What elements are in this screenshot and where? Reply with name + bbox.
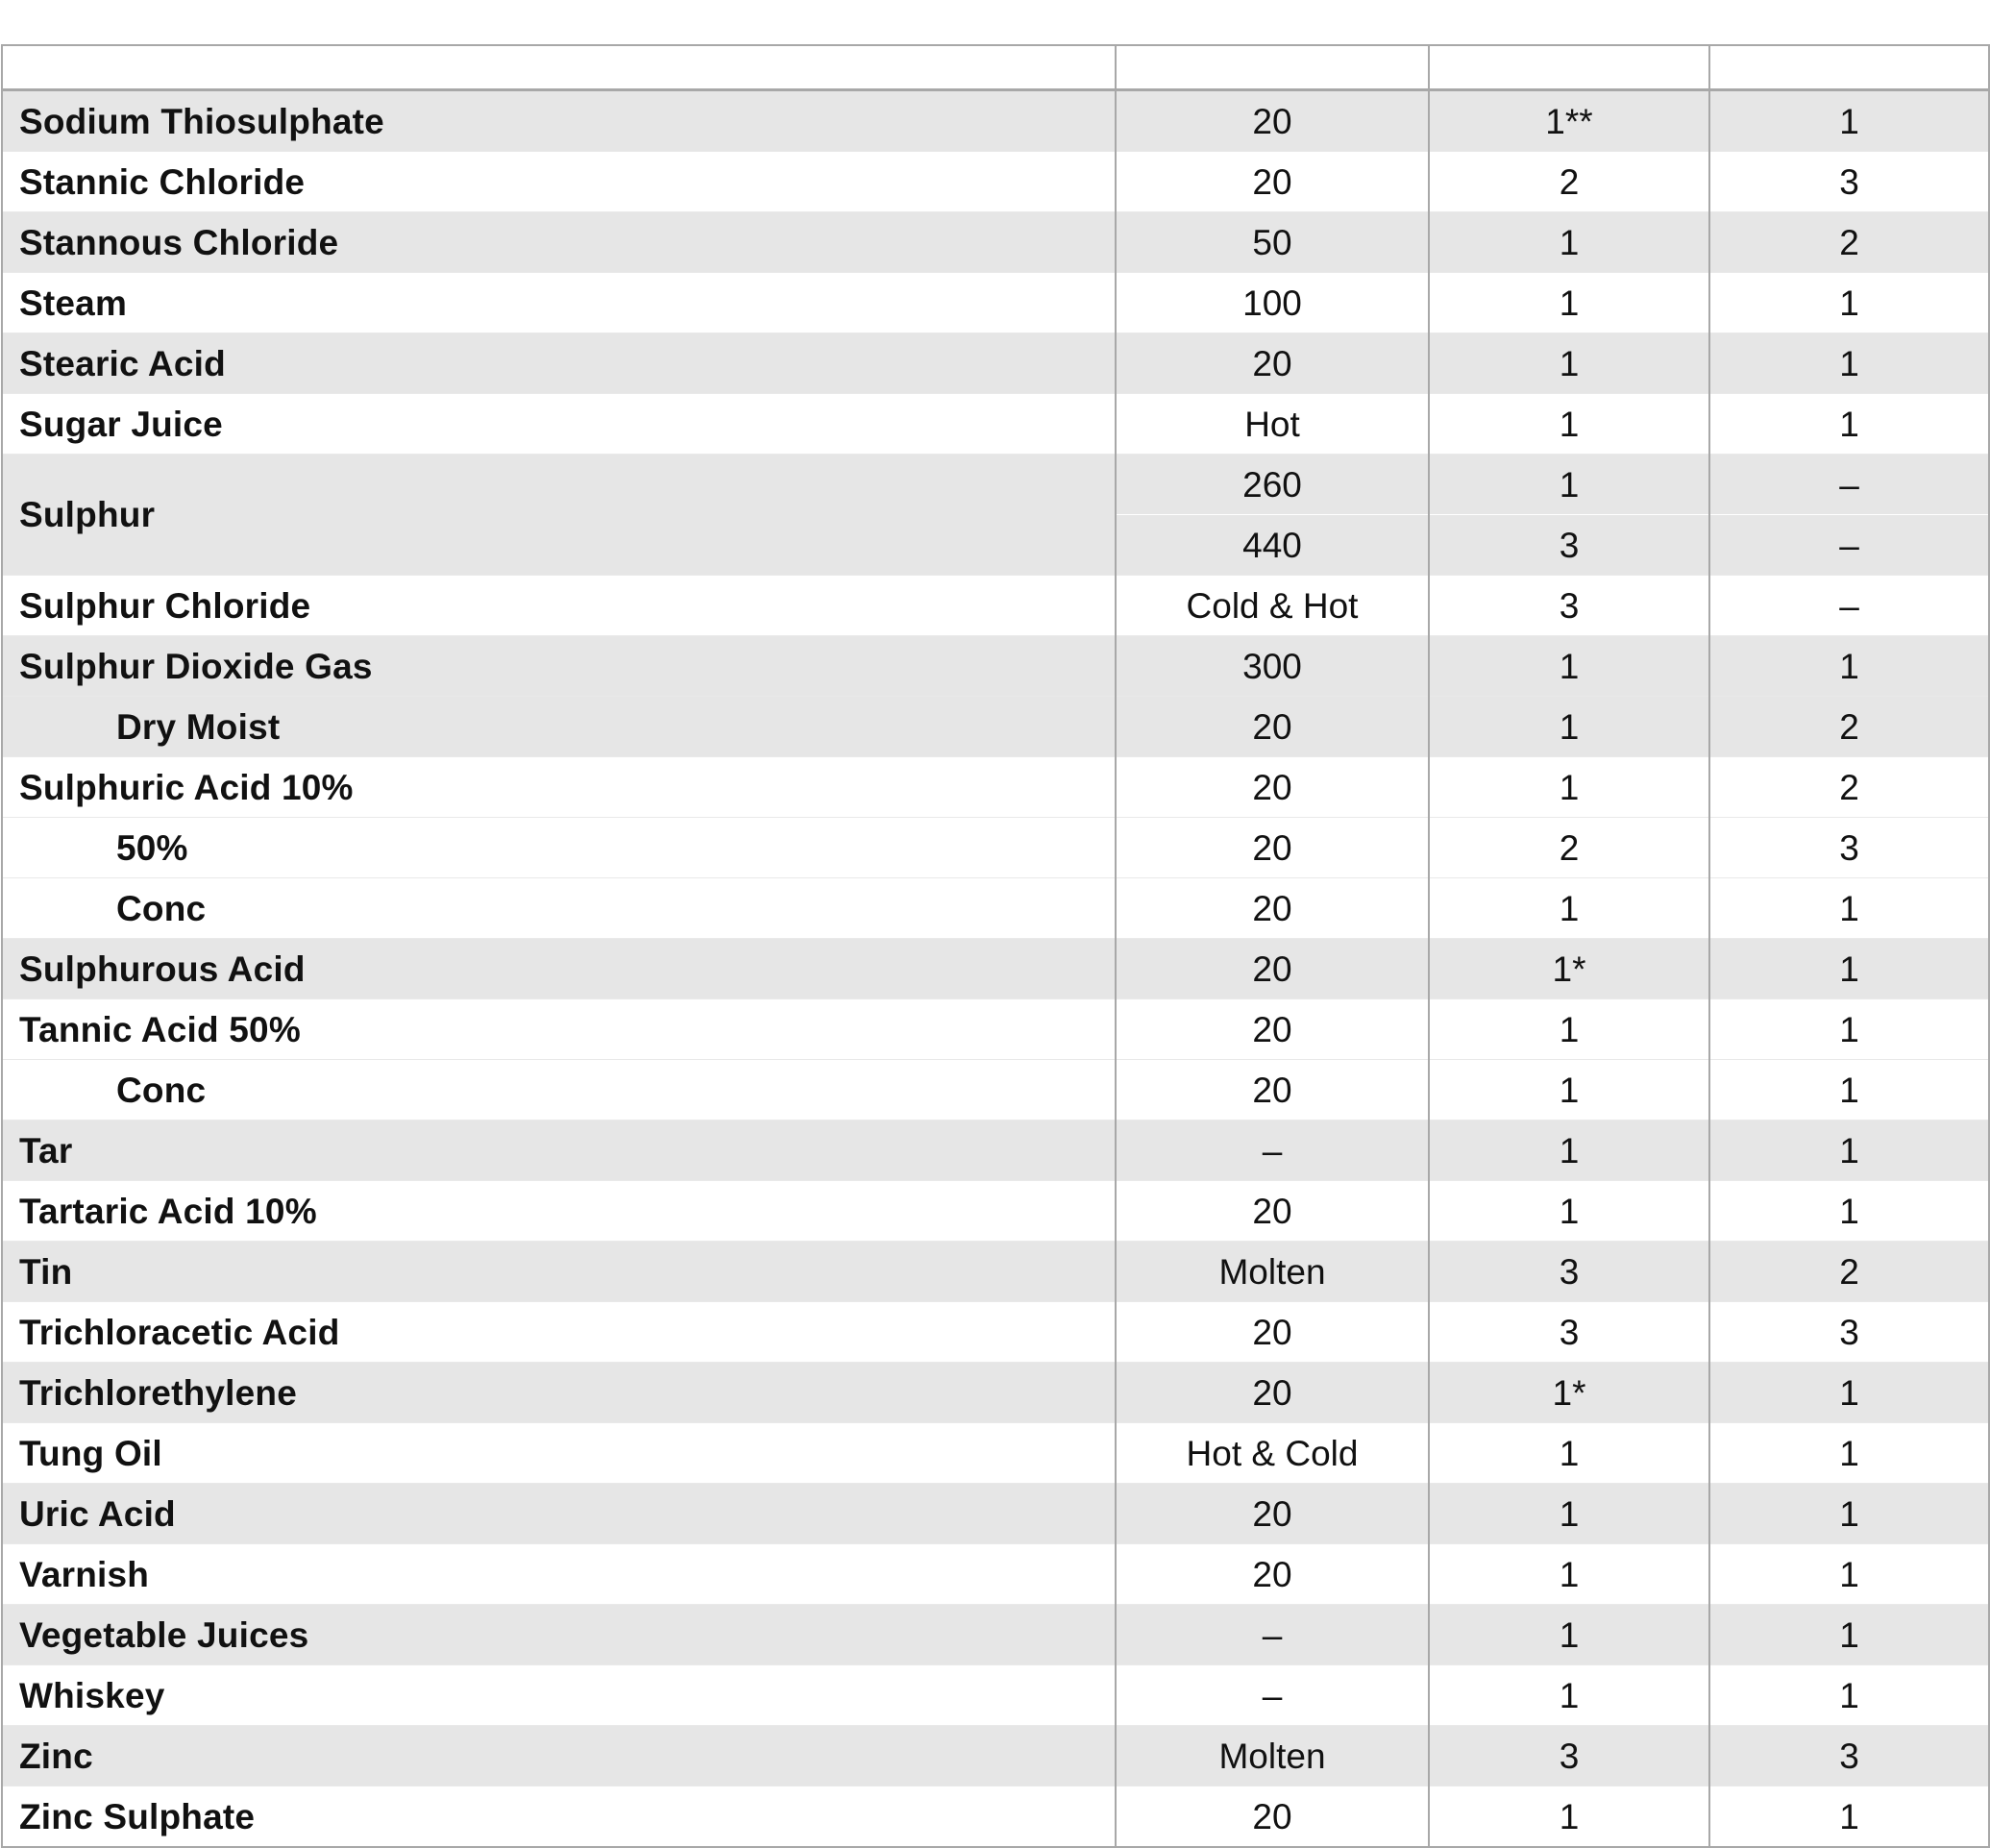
- substance-name: Tung Oil: [2, 1423, 1116, 1484]
- rating-2-cell: –: [1709, 455, 1989, 515]
- rating-2-cell: 2: [1709, 757, 1989, 818]
- rating-2-cell: 2: [1709, 1242, 1989, 1302]
- table-row: [2, 1605, 1989, 1665]
- table-row: [2, 394, 1989, 455]
- table-header: [2, 45, 1989, 90]
- temperature-cell: 20: [1116, 1363, 1429, 1423]
- substance-name: Sulphur Dioxide Gas: [2, 636, 1116, 697]
- table-row: [2, 1181, 1989, 1242]
- temperature-cell: –: [1116, 1121, 1429, 1181]
- temperature-cell: Cold & Hot: [1116, 576, 1429, 636]
- substance-name: Stannic Chloride: [2, 152, 1116, 212]
- temperature-cell: 100: [1116, 273, 1429, 333]
- substance-name: Dry Moist: [2, 697, 1116, 757]
- temperature-cell: Molten: [1116, 1242, 1429, 1302]
- table-row: [2, 90, 1989, 152]
- substance-name: Vegetable Juices: [2, 1605, 1116, 1665]
- rating-1-cell: 1*: [1429, 1363, 1709, 1423]
- rating-1-cell: 1**: [1429, 90, 1709, 152]
- temperature-cell: Hot & Cold: [1116, 1423, 1429, 1484]
- rating-2-cell: 1: [1709, 878, 1989, 939]
- header-cell-rating-2: [1709, 45, 1989, 90]
- temperature-cell: 20: [1116, 152, 1429, 212]
- temperature-cell: 300: [1116, 636, 1429, 697]
- substance-name: Tin: [2, 1242, 1116, 1302]
- table-row: [2, 1363, 1989, 1423]
- rating-2-cell: 3: [1709, 1302, 1989, 1363]
- temperature-cell: 20: [1116, 1181, 1429, 1242]
- table-row: [2, 1726, 1989, 1786]
- rating-2-cell: 1: [1709, 1181, 1989, 1242]
- rating-2-cell: 1: [1709, 1363, 1989, 1423]
- substance-name: Steam: [2, 273, 1116, 333]
- table-row: [2, 999, 1989, 1060]
- rating-1-cell: 1: [1429, 697, 1709, 757]
- rating-1-cell: 2: [1429, 818, 1709, 878]
- rating-2-cell: 3: [1709, 152, 1989, 212]
- header-cell-temperature: [1116, 45, 1429, 90]
- temperature-cell: 20: [1116, 1786, 1429, 1848]
- substance-name: Stearic Acid: [2, 333, 1116, 394]
- temperature-cell: 20: [1116, 333, 1429, 394]
- temperature-cell: 20: [1116, 90, 1429, 152]
- rating-1-cell: 1: [1429, 394, 1709, 455]
- table-row: [2, 818, 1989, 878]
- temperature-cell: 20: [1116, 1484, 1429, 1544]
- rating-2-cell: 3: [1709, 1726, 1989, 1786]
- temperature-cell: 20: [1116, 697, 1429, 757]
- table-row: [2, 273, 1989, 333]
- table-row: [2, 1544, 1989, 1605]
- table-row: [2, 697, 1989, 757]
- rating-1-cell: 1: [1429, 455, 1709, 515]
- table-row: [2, 1242, 1989, 1302]
- temperature-cell: –: [1116, 1605, 1429, 1665]
- substance-name: 50%: [2, 818, 1116, 878]
- substance-name: Trichlorethylene: [2, 1363, 1116, 1423]
- rating-1-cell: 1: [1429, 878, 1709, 939]
- chemical-resistance-table: [1, 44, 1990, 1848]
- substance-name: Tartaric Acid 10%: [2, 1181, 1116, 1242]
- substance-name: Conc: [2, 878, 1116, 939]
- rating-1-cell: 3: [1429, 1302, 1709, 1363]
- rating-1-cell: 3: [1429, 1726, 1709, 1786]
- table-row: [2, 1665, 1989, 1726]
- rating-1-cell: 3: [1429, 576, 1709, 636]
- rating-1-cell: 1: [1429, 1605, 1709, 1665]
- rating-1-cell: 3: [1429, 515, 1709, 576]
- rating-1-cell: 1: [1429, 273, 1709, 333]
- rating-1-cell: 1: [1429, 1060, 1709, 1121]
- table-row: [2, 1423, 1989, 1484]
- table-row: [2, 939, 1989, 999]
- table-row: [2, 1060, 1989, 1121]
- substance-name: Tar: [2, 1121, 1116, 1181]
- header-cell-rating-1: [1429, 45, 1709, 90]
- table-row: [2, 1484, 1989, 1544]
- substance-name: Tannic Acid 50%: [2, 999, 1116, 1060]
- rating-1-cell: 1: [1429, 1484, 1709, 1544]
- substance-name: Zinc Sulphate: [2, 1786, 1116, 1848]
- rating-1-cell: 1: [1429, 1181, 1709, 1242]
- substance-name: Sodium Thiosulphate: [2, 90, 1116, 152]
- substance-name: Trichloracetic Acid: [2, 1302, 1116, 1363]
- temperature-cell: 20: [1116, 999, 1429, 1060]
- rating-2-cell: 1: [1709, 1605, 1989, 1665]
- temperature-cell: 20: [1116, 1302, 1429, 1363]
- table-row: [2, 455, 1989, 515]
- table-body: [2, 90, 1989, 1848]
- rating-1-cell: 1: [1429, 1423, 1709, 1484]
- rating-2-cell: 1: [1709, 333, 1989, 394]
- substance-name: Sugar Juice: [2, 394, 1116, 455]
- rating-1-cell: 1: [1429, 757, 1709, 818]
- temperature-cell: Molten: [1116, 1726, 1429, 1786]
- substance-name: Sulphuric Acid 10%: [2, 757, 1116, 818]
- table-row: [2, 1121, 1989, 1181]
- rating-2-cell: 1: [1709, 394, 1989, 455]
- substance-name: Sulphur Chloride: [2, 576, 1116, 636]
- rating-2-cell: 3: [1709, 818, 1989, 878]
- rating-2-cell: 2: [1709, 212, 1989, 273]
- rating-2-cell: –: [1709, 576, 1989, 636]
- rating-1-cell: 1: [1429, 636, 1709, 697]
- temperature-cell: 20: [1116, 818, 1429, 878]
- rating-2-cell: 1: [1709, 636, 1989, 697]
- rating-1-cell: 3: [1429, 1242, 1709, 1302]
- table-row: [2, 333, 1989, 394]
- temperature-cell: 440: [1116, 515, 1429, 576]
- table-row: [2, 878, 1989, 939]
- table-row: [2, 152, 1989, 212]
- rating-2-cell: 1: [1709, 90, 1989, 152]
- rating-2-cell: 1: [1709, 1786, 1989, 1848]
- substance-name: Zinc: [2, 1726, 1116, 1786]
- rating-1-cell: 2: [1429, 152, 1709, 212]
- table-row: [2, 576, 1989, 636]
- table-row: [2, 757, 1989, 818]
- substance-name: Conc: [2, 1060, 1116, 1121]
- substance-name: Varnish: [2, 1544, 1116, 1605]
- substance-name: Whiskey: [2, 1665, 1116, 1726]
- substance-name: Uric Acid: [2, 1484, 1116, 1544]
- table-row: [2, 212, 1989, 273]
- rating-2-cell: 1: [1709, 999, 1989, 1060]
- table-row: [2, 1302, 1989, 1363]
- rating-2-cell: –: [1709, 515, 1989, 576]
- temperature-cell: 20: [1116, 1060, 1429, 1121]
- table-row: [2, 636, 1989, 697]
- temperature-cell: 20: [1116, 939, 1429, 999]
- temperature-cell: 20: [1116, 878, 1429, 939]
- rating-1-cell: 1: [1429, 1544, 1709, 1605]
- rating-2-cell: 1: [1709, 1121, 1989, 1181]
- rating-1-cell: 1: [1429, 333, 1709, 394]
- rating-2-cell: 1: [1709, 1665, 1989, 1726]
- rating-1-cell: 1: [1429, 212, 1709, 273]
- substance-name: Stannous Chloride: [2, 212, 1116, 273]
- header-cell-substance: [2, 45, 1116, 90]
- temperature-cell: 20: [1116, 1544, 1429, 1605]
- rating-1-cell: 1: [1429, 1786, 1709, 1848]
- temperature-cell: 260: [1116, 455, 1429, 515]
- rating-1-cell: 1: [1429, 999, 1709, 1060]
- rating-1-cell: 1: [1429, 1121, 1709, 1181]
- temperature-cell: 50: [1116, 212, 1429, 273]
- temperature-cell: Hot: [1116, 394, 1429, 455]
- temperature-cell: 20: [1116, 757, 1429, 818]
- substance-name: Sulphur: [2, 455, 1116, 576]
- rating-2-cell: 1: [1709, 1484, 1989, 1544]
- rating-1-cell: 1: [1429, 1665, 1709, 1726]
- rating-1-cell: 1*: [1429, 939, 1709, 999]
- rating-2-cell: 1: [1709, 1060, 1989, 1121]
- header-row: [2, 45, 1989, 90]
- substance-name: Sulphurous Acid: [2, 939, 1116, 999]
- rating-2-cell: 2: [1709, 697, 1989, 757]
- table-row: [2, 1786, 1989, 1848]
- temperature-cell: –: [1116, 1665, 1429, 1726]
- rating-2-cell: 1: [1709, 273, 1989, 333]
- rating-2-cell: 1: [1709, 939, 1989, 999]
- rating-2-cell: 1: [1709, 1423, 1989, 1484]
- rating-2-cell: 1: [1709, 1544, 1989, 1605]
